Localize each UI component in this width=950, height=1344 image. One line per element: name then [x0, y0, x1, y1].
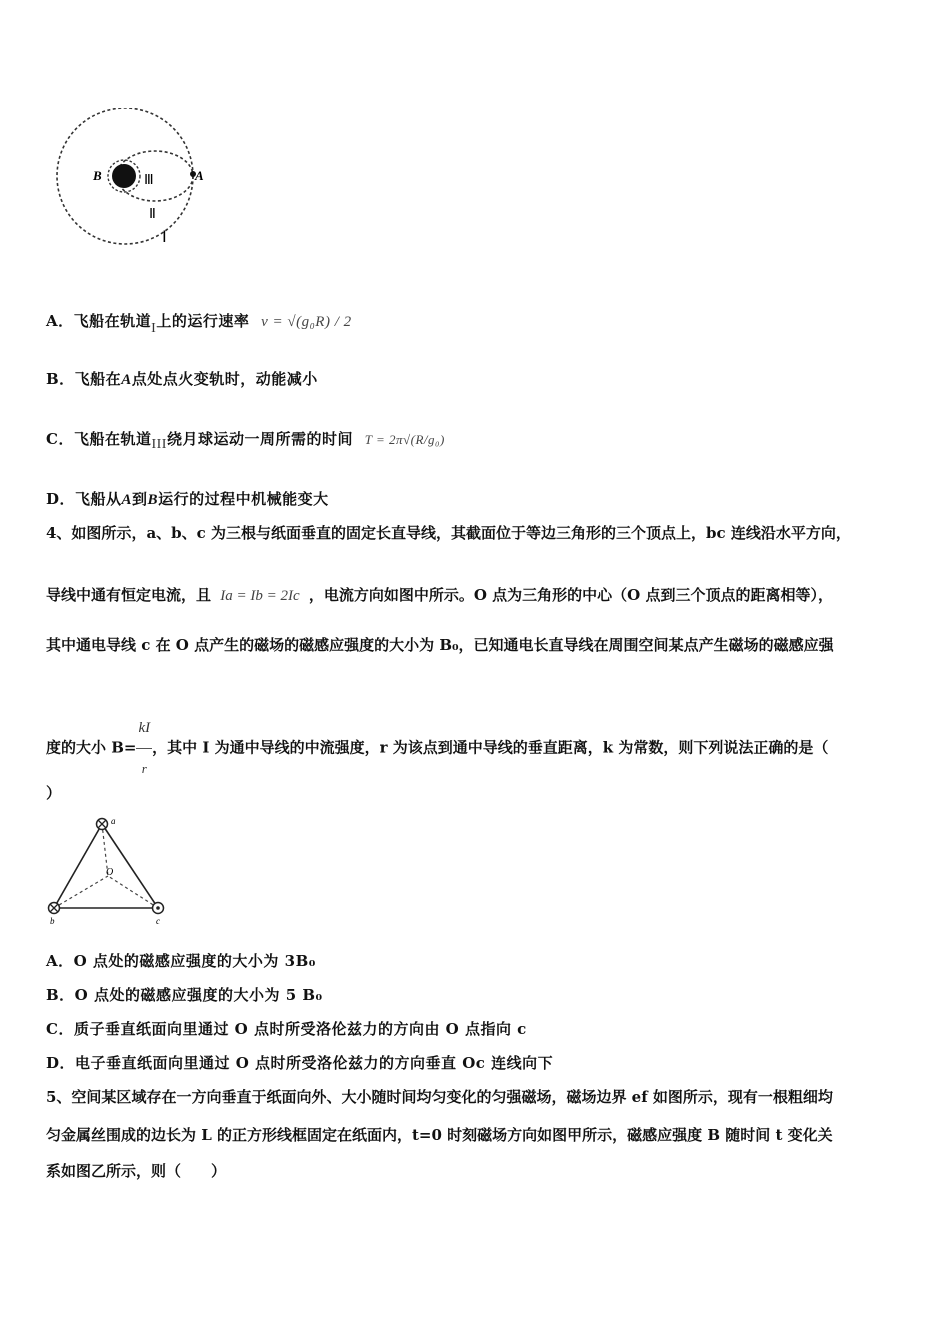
q4-option-c: C．质子垂直纸面向里通过 O 点时所受洛伦兹力的方向由 O 点指向 c — [46, 1020, 527, 1038]
q3-option-a: A．飞船在轨道I上的运行速率 v = √(g₀R) / 2 — [46, 312, 352, 336]
formula-currents: Ia = Ib = 2Ic — [220, 588, 300, 604]
triangle-wire-diagram — [44, 812, 174, 927]
q4-option-a: A．O 点处的磁感应强度的大小为 3B₀ — [46, 952, 316, 970]
formula-velocity: v = √(g₀R) / 2 — [261, 314, 352, 330]
line-co — [108, 876, 158, 908]
moon — [112, 164, 136, 188]
orbit-diagram — [50, 108, 220, 248]
label-c: c — [156, 916, 160, 926]
q3-option-b: B．飞船在A点处点火变轨时，动能减小 — [46, 370, 318, 388]
q4-line-5: ） — [46, 784, 62, 802]
q4-line-1: 4、如图所示，a、b、c 为三根与纸面垂直的固定长直导线，其截面位于等边三角形的三个顶点上，bc 连线沿水平方向， — [46, 524, 851, 542]
q4-option-d: D．电子垂直纸面向里通过 O 点时所受洛伦兹力的方向垂直 Oc 连线向下 — [46, 1054, 554, 1072]
label-orbit-2: Ⅱ — [149, 207, 156, 222]
q5-line-1: 5、空间某区域存在一方向垂直于纸面向外、大小随时间均匀变化的匀强磁场，磁场边界 ef 如图所示，现有一根粗细均 — [46, 1088, 833, 1106]
label-orbit-3: Ⅲ — [144, 173, 154, 188]
label-b: B — [93, 168, 102, 183]
q3-option-d: D．飞船从A到B运行的过程中机械能变大 — [46, 490, 329, 508]
label-a: a — [111, 816, 116, 826]
line-bo — [54, 876, 108, 908]
q5-line-2: 匀金属丝围成的边长为 L 的正方形线框固定在纸面内，t=0 时刻磁场方向如图甲所示，磁感应强度 B 随时间 t 变化关 — [46, 1126, 833, 1144]
q4-line-4: 度的大小 B= $\frac{kI}{r}$ ，其中 I 为通中导线的中流强度，r 为该点到通中导线的垂直距离，k 为常数，则下列说法正确的是（ — [46, 708, 828, 789]
label-orbit-1: Ⅰ — [162, 229, 167, 246]
label-b: b — [50, 916, 55, 926]
q4-line-3: 其中通电导线 c 在 O 点产生的磁场的磁感应强度的大小为 B₀，已知通电长直导线在周围空间某点产生磁场的磁感应强 — [46, 636, 834, 654]
formula-b-fraction: $\frac{kI}{r}$ — [136, 708, 152, 789]
q4-option-b: B．O 点处的磁感应强度的大小为 5 B₀ — [46, 986, 323, 1004]
formula-period: T = 2π√(R/g₀) — [364, 432, 445, 447]
q3-option-c: C．飞船在轨道III绕月球运动一周所需的时间 T = 2π√(R/g₀) — [46, 430, 445, 452]
edge-ab — [54, 824, 102, 908]
q5-line-3: 系如图乙所示，则（ ） — [46, 1162, 227, 1180]
label-a: A — [195, 168, 204, 183]
label-o: O — [106, 867, 114, 878]
q4-line-2: 导线中通有恒定电流，且 Ia = Ib = 2Ic ，电流方向如图中所示。O 点为三角形的中心（O 点到三个顶点的距离相等）， — [46, 586, 833, 604]
orbit-roman-1: I — [151, 321, 157, 336]
orbit-roman-3: III — [151, 437, 167, 452]
wire-c-dot-icon — [156, 906, 160, 910]
edge-ac — [102, 824, 158, 908]
